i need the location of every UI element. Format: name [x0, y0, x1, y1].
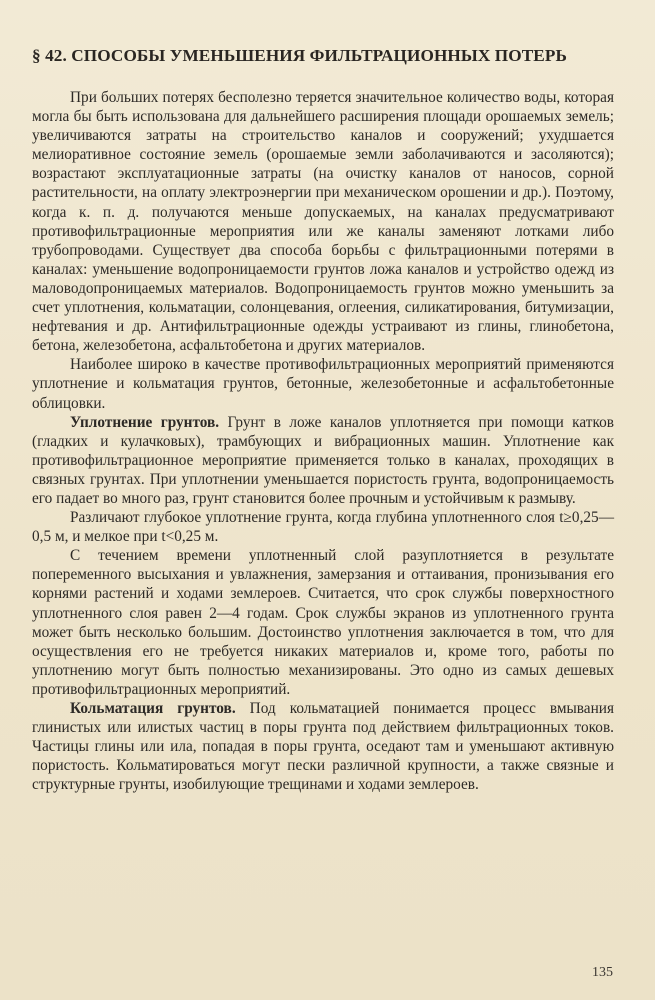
paragraph-3-text: Грунт в ложе каналов уплотняется при помощи катков (гладких и кулачковых), трамбующих и вибрационных машин. Уплотнение как противофильтрационное мероприятие применяется только в каналах, проходящих в связных грунтах. При уплотнении уменьшается пористость грунта, водопроницаемость его падает во много раз, грунт становится более прочным и устойчивым к размыву. — [32, 413, 614, 507]
section-heading: § 42. СПОСОБЫ УМЕНЬШЕНИЯ ФИЛЬТРАЦИОННЫХ ПОТЕРЬ — [32, 46, 567, 65]
paragraph-1-text: При больших потерях бесполезно теряется значительное количество воды, которая могла бы быть использована для дальнейшего расширения площади орошаемых земель; увеличиваются затраты на строительство каналов и сооружений; ухудшается мелиоративное состояние земель (орошаемые земли заболачиваются и засоляются); возрастают эксплуатационные затраты (на очистку каналов от наносов, сорной растительности, на оплату электроэнергии при механическом орошении и др.). Поэтому, когда к. п. д. получаются меньше допускаемых, на каналах предусматривают противофильтрационные мероприятия или же каналы заменяют лотками либо трубопроводами. Существует два способа борьбы с фильтрационными потерями в каналах: уменьшение водопроницаемости грунтов ложа каналов и устройство одежд из маловодопроницаемых материалов. Водопроницаемость грунтов можно уменьшить за счет уплотнения, кольматации, солонцевания, оглеения, силикатирования, битумизации, нефтевания и др. Антифильтрационные одежды устраивают из глины, глинобетона, бетона, железобетона, асфальтобетона и других материалов. — [32, 89, 614, 355]
paragraph-6-text: Под кольматацией понимается процесс вмывания глинистых или илистых частиц в поры грунта под действием фильтрационных токов. Частицы глины или ила, попадая в поры грунта, оседают там и уменьшают активную пористость. Кольматироваться могут пески различной крупности, а также связные и структурные грунты, изобилующие трещинами и ходами землероев. — [32, 700, 614, 794]
page-number: 135 — [592, 965, 613, 980]
paragraph-5 — [32, 546, 614, 699]
paragraph-1 — [32, 88, 614, 355]
paragraph-3-runin-heading: Уплотнение грунтов. — [70, 413, 220, 431]
paragraph-4 — [32, 508, 614, 546]
section-body — [32, 88, 614, 794]
paragraph-3 — [32, 413, 614, 508]
paragraph-2 — [32, 355, 614, 412]
paragraph-6 — [32, 699, 614, 794]
paragraph-6-runin-heading: Кольматация грунтов. — [70, 700, 236, 717]
paragraph-4-text: Различают глубокое уплотнение грунта, когда глубина уплотненного слоя t≥0,25—0,5 м, и мелкое при t<0,25 м. — [32, 509, 614, 546]
paragraph-2-text: Наиболее широко в качестве противофильтрационных мероприятий применяются уплотнение и кольматация грунтов, бетонные, железобетонные и асфальтобетонные облицовки. — [32, 356, 614, 412]
paragraph-5-text: С течением времени уплотненный слой разуплотняется в результате попеременного высыхания и увлажнения, замерзания и оттаивания, пронизывания его корнями растений и ходами землероев. Считается, что срок службы поверхностного уплотненного слоя равен 2—4 годам. Срок службы экранов из уплотненного грунта может быть несколько большим. Достоинство уплотнения заключается в том, что для осуществления его не требуется никаких материалов и, кроме того, работы по уплотнению могут быть полностью механизированы. Это одно из самых дешевых противофильтрационных мероприятий. — [32, 547, 614, 698]
